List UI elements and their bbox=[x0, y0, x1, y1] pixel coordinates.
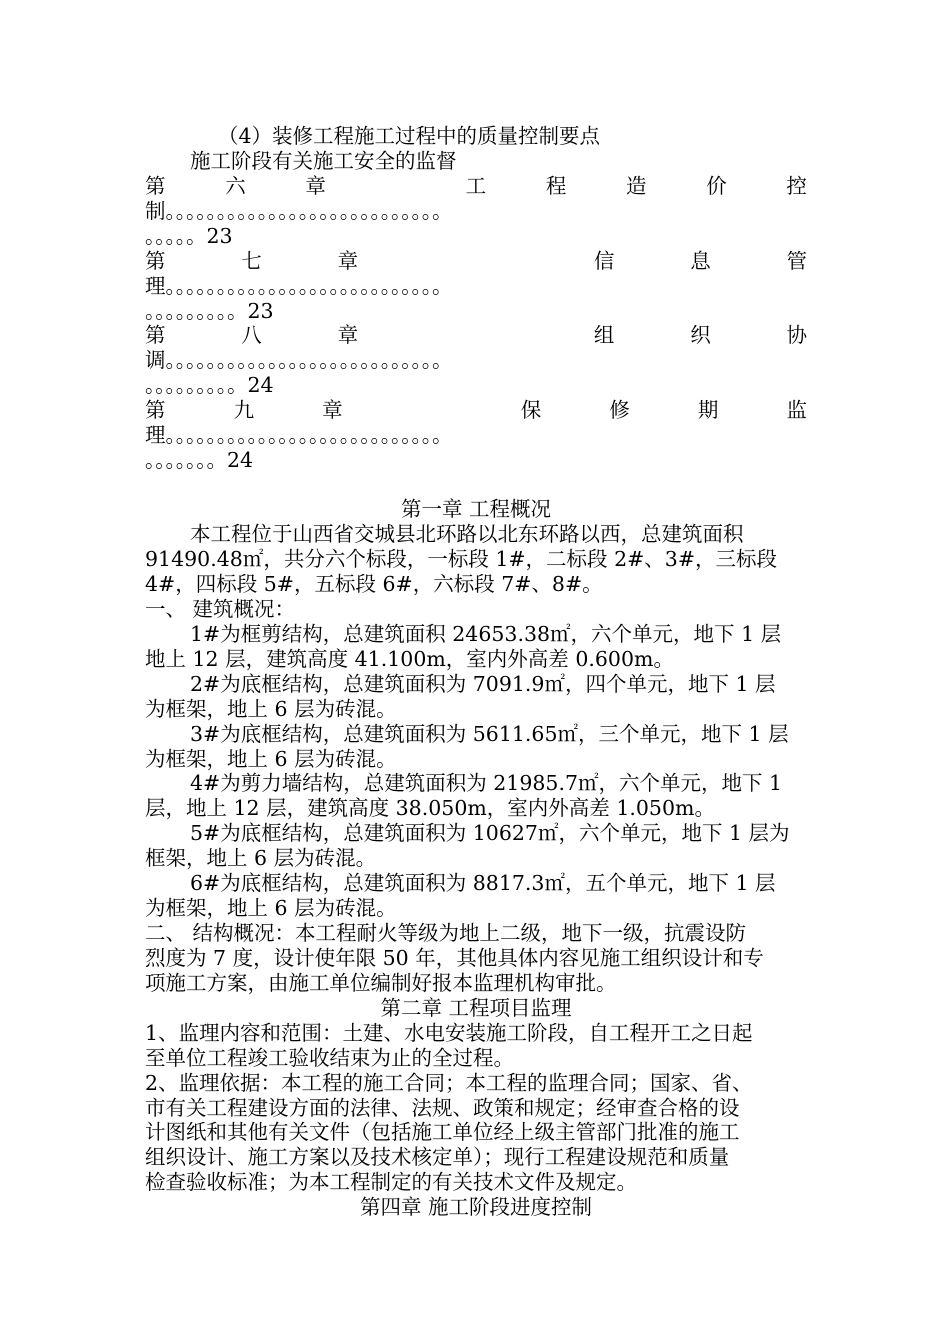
chapter1-intro-line: 91490.48㎡，共分六个标段，一标段 1#，二标段 2#、3#，三标段 bbox=[145, 547, 778, 571]
toc-char: 八 bbox=[241, 323, 262, 347]
building-3-line1: 3#为底框结构，总建筑面积为 5611.65㎡，三个单元，地下 1 层 bbox=[190, 722, 789, 746]
toc-char: 息 bbox=[690, 249, 711, 273]
toc-char: 章 bbox=[337, 249, 359, 273]
chapter2-item2-line: 计图纸和其他有关文件（包括施工单位经上级主管部门批准的施工 bbox=[145, 1120, 740, 1144]
chapter4-title: 第四章 施工阶段进度控制 bbox=[359, 1195, 593, 1219]
toc-char: 第 bbox=[145, 398, 166, 422]
toc-char: 工 bbox=[465, 174, 487, 198]
toc-char: 监 bbox=[786, 398, 807, 422]
toc-char: 造 bbox=[626, 174, 647, 198]
toc-ch9-page: 。。。。。。。24 bbox=[145, 448, 254, 472]
toc-ch8-line2: 调。。。。。。。。。。。。。。。。。。。。。。。。。。。 bbox=[145, 348, 453, 372]
building-5-line2: 框架，地上 6 层为砖混。 bbox=[145, 846, 377, 870]
building-2-line1: 2#为底框结构，总建筑面积为 7091.9㎡，四个单元，地下 1 层 bbox=[190, 672, 776, 696]
toc-ch8-line1 bbox=[145, 323, 807, 348]
building-6-line2: 为框架，地上 6 层为砖混。 bbox=[145, 896, 397, 920]
building-4-line1: 4#为剪力墙结构，总建筑面积为 21985.7㎡，六个单元，地下 1 bbox=[190, 771, 783, 795]
section2-line: 烈度为 7 度，设计使年限 50 年，其他具体内容见施工组织设计和专 bbox=[145, 946, 764, 970]
section1-title: 一、 建筑概况： bbox=[145, 597, 296, 621]
toc-char: 协 bbox=[786, 323, 807, 347]
toc-ch9-line2: 理。。。。。。。。。。。。。。。。。。。。。。。。。。。 bbox=[145, 423, 453, 447]
building-1-line2: 地上 12 层，建筑高度 41.100m，室内外高差 0.600m。 bbox=[145, 647, 674, 671]
toc-char: 修 bbox=[609, 398, 630, 422]
toc-ch8-page: 。。。。。。。。。24 bbox=[145, 373, 274, 397]
toc-ch7-line1 bbox=[145, 249, 807, 274]
toc-char: 第 bbox=[145, 323, 166, 347]
toc-ch7-line2: 理。。。。。。。。。。。。。。。。。。。。。。。。。。。 bbox=[145, 274, 453, 298]
toc-char: 章 bbox=[305, 174, 326, 198]
toc-char: 六 bbox=[225, 174, 246, 198]
building-1-line1: 1#为框剪结构，总建筑面积 24653.38㎡，六个单元，地下 1 层 bbox=[190, 622, 782, 646]
chapter2-item2-line: 2、监理依据：本工程的施工合同；本工程的监理合同；国家、省、 bbox=[145, 1071, 753, 1095]
toc-char: 程 bbox=[545, 174, 567, 198]
toc-char: 保 bbox=[520, 398, 542, 422]
chapter2-item1-line: 1、监理内容和范围：土建、水电安装施工阶段，自工程开工之日起 bbox=[145, 1021, 753, 1045]
section2-line: 项施工方案，由施工单位编制好报本监理机构审批。 bbox=[145, 971, 617, 995]
toc-char: 章 bbox=[337, 323, 359, 347]
toc-char: 管 bbox=[786, 249, 807, 273]
chapter2-item1-line: 至单位工程竣工验收结束为止的全过程。 bbox=[145, 1046, 514, 1070]
toc-char: 信 bbox=[593, 249, 615, 273]
chapter2-item2-line: 检查验收标准；为本工程制定的有关技术文件及规定。 bbox=[145, 1170, 637, 1194]
building-3-line2: 为框架，地上 6 层为砖混。 bbox=[145, 747, 397, 771]
toc-item-4: （4）装修工程施工过程中的质量控制要点 bbox=[218, 124, 601, 148]
building-5-line1: 5#为底框结构，总建筑面积为 10627㎡，六个单元，地下 1 层为 bbox=[190, 821, 790, 845]
toc-char: 期 bbox=[697, 398, 719, 422]
chapter1-intro-line: 本工程位于山西省交城县北环路以北东环路以西，总建筑面积 bbox=[190, 522, 744, 546]
building-6-line1: 6#为底框结构，总建筑面积为 8817.3㎡，五个单元，地下 1 层 bbox=[190, 871, 776, 895]
building-4-line2: 层，地上 12 层，建筑高度 38.050m，室内外高差 1.050m。 bbox=[145, 796, 715, 820]
section2-line: 二、 结构概况：本工程耐火等级为地上二级，地下一级，抗震设防 bbox=[145, 921, 747, 945]
chapter1-intro-line: 4#，四标段 5#，五标段 6#，六标段 7#、8#。 bbox=[145, 572, 603, 596]
toc-ch6-line2: 制。。。。。。。。。。。。。。。。。。。。。。。。。。。 bbox=[145, 199, 453, 223]
toc-char: 组 bbox=[593, 323, 615, 347]
chapter2-item2-line: 市有关工程建设方面的法律、法规、政策和规定；经审查合格的设 bbox=[145, 1096, 740, 1120]
chapter2-title: 第二章 工程项目监理 bbox=[380, 996, 572, 1020]
toc-ch6-line1 bbox=[145, 174, 807, 199]
toc-char: 控 bbox=[786, 174, 807, 198]
chapter2-item2-line: 组织设计、施工方案以及技术核定单）；现行工程建设规范和质量 bbox=[145, 1145, 730, 1169]
toc-safety: 施工阶段有关施工安全的监督 bbox=[190, 149, 457, 173]
toc-ch6-page: 。。。。。23 bbox=[145, 224, 233, 248]
toc-char: 九 bbox=[233, 398, 255, 422]
toc-char: 章 bbox=[322, 398, 343, 422]
building-2-line2: 为框架，地上 6 层为砖混。 bbox=[145, 697, 397, 721]
toc-char: 价 bbox=[706, 174, 727, 198]
toc-ch9-line1 bbox=[145, 398, 807, 423]
toc-char: 第 bbox=[145, 174, 166, 198]
chapter1-title: 第一章 工程概况 bbox=[400, 497, 552, 521]
toc-char: 织 bbox=[690, 323, 711, 347]
toc-char: 七 bbox=[241, 249, 262, 273]
toc-ch7-page: 。。。。。。。。。23 bbox=[145, 299, 274, 323]
toc-char: 第 bbox=[145, 249, 166, 273]
